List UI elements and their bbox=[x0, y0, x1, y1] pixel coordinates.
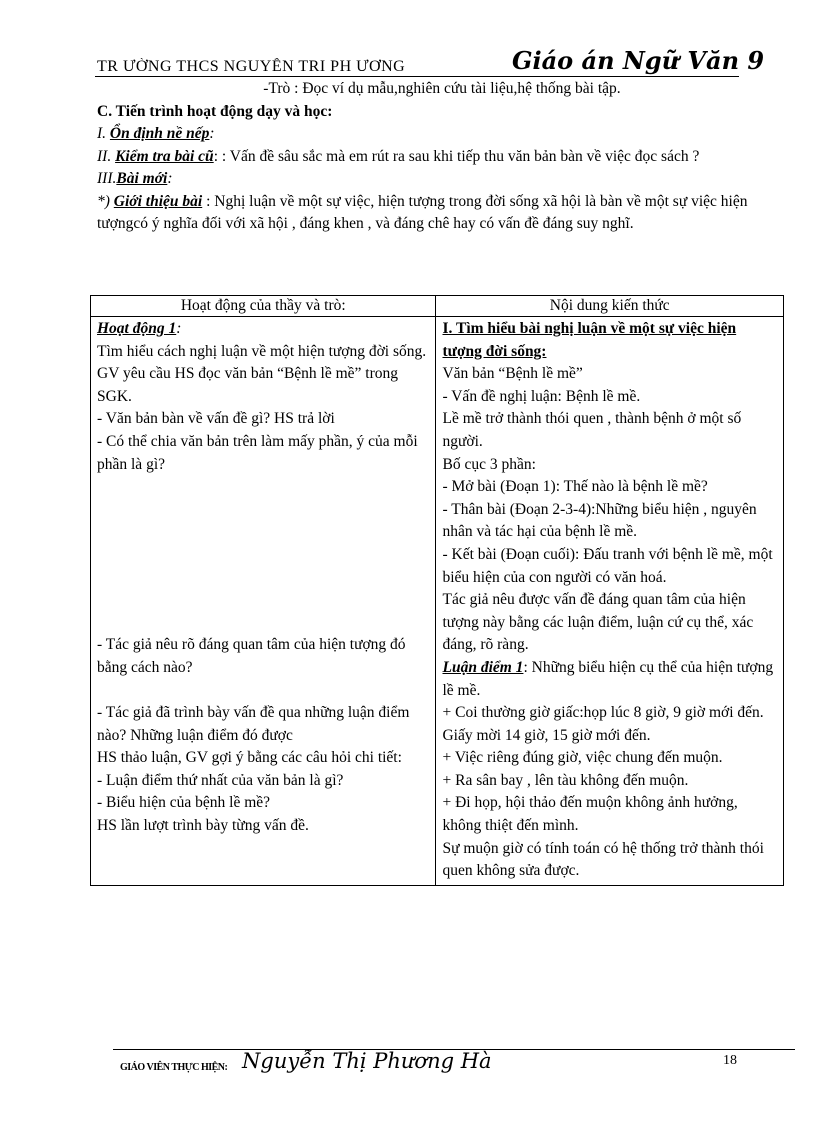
point1-line bbox=[442, 657, 777, 702]
intro-label: Giới thiệu bài bbox=[113, 192, 203, 210]
section-iii-number: III. bbox=[97, 170, 117, 187]
right-line: + Ra sân bay , lên tàu không đến muộn. bbox=[442, 771, 689, 789]
page-number: 18 bbox=[723, 1053, 737, 1068]
left-cell bbox=[91, 317, 436, 886]
lesson-table bbox=[90, 295, 784, 886]
left-line: - Tác giả đã trình bày vấn đề qua những luận điểm nào? Những luận điểm đó được bbox=[97, 704, 410, 744]
left-line: GV yêu cầu HS đọc văn bản “Bệnh lề mề” trong SGK. bbox=[97, 365, 399, 405]
right-line: + Đi họp, hội thảo đến muộn không ảnh hưởng, không thiệt đến mình. bbox=[442, 794, 738, 835]
left-line: - Có thể chia văn bản trên làm mấy phần, ý của mỗi phần là gì? bbox=[97, 432, 418, 473]
header-content: Nội dung kiến thức bbox=[436, 296, 784, 317]
right-line: Sự muộn giờ có tính toán có hệ thống trở thành thói quen không sửa được. bbox=[442, 839, 764, 880]
activity-colon: : bbox=[176, 320, 182, 337]
section-iii-title: Bài mới bbox=[116, 170, 168, 187]
right-line: Bố cục 3 phần: bbox=[442, 455, 536, 473]
section-iii-colon: : bbox=[167, 170, 173, 187]
content-section-title: I. Tìm hiểu bài nghị luận về một sự việc hiện tượng đời sống: bbox=[442, 320, 737, 360]
right-line: Tác giả nêu được vấn đề đáng quan tâm của hiện tượng này bằng các luận điểm, luận cứ cụ thể, xác đáng, rõ ràng. bbox=[442, 591, 754, 654]
footer-teacher-label: GIÁO VIÊN THỰC HIỆN: bbox=[120, 1062, 228, 1073]
intro-paragraph bbox=[97, 191, 787, 236]
right-cell bbox=[436, 317, 784, 886]
header-divider bbox=[95, 76, 739, 77]
right-line: - Thân bài (Đoạn 2-3-4):Những biểu hiện , nguyên nhân và tác hại của bệnh lề mề. bbox=[442, 500, 757, 541]
section-iii bbox=[97, 168, 787, 191]
left-line: - Biểu hiện của bệnh lề mề? bbox=[97, 794, 271, 812]
section-ii bbox=[97, 146, 787, 169]
section-c-text: C. Tiến trình hoạt động dạy và học: bbox=[97, 102, 333, 120]
right-line: Lề mề trở thành thói quen , thành bệnh ở một số người. bbox=[442, 410, 742, 450]
activity-heading bbox=[97, 318, 429, 341]
intro-text: : Nghị luận về một sự việc, hiện tượng trong đời sống xã hội là bàn về một sự việc hiện tượngcó ý nghĩa đối với xã hội , đáng khen , và đáng chê hay có vấn đề đáng suy nghĩ. bbox=[97, 192, 748, 232]
section-ii-text: : : Vấn đề sâu sắc mà em rút ra sau khi tiếp thu văn bản bàn về việc đọc sách ? bbox=[213, 147, 700, 165]
left-line: HS thảo luận, GV gợi ý bằng các câu hỏi chi tiết: bbox=[97, 749, 402, 767]
footer-teacher-signature: Nguyễn Thị Phương Hà bbox=[242, 1049, 492, 1073]
left-line: - Văn bản bàn về vấn đề gì? HS trả lời bbox=[97, 410, 335, 428]
section-i bbox=[97, 123, 787, 146]
point1-label: Luận điểm 1 bbox=[442, 658, 524, 676]
header-school-name: TR ƯỜNG THCS NGUYỄN TRI PH ƯƠNG bbox=[97, 58, 406, 72]
table-row bbox=[91, 317, 784, 886]
header-teacher-student: Hoạt động của thầy và trò: bbox=[91, 296, 436, 317]
intro-prefix: *) bbox=[97, 192, 114, 210]
point1-text: : Những biểu hiện cụ thể của hiện tượng lề mề. bbox=[442, 658, 774, 699]
left-line: - Tác giả nêu rõ đáng quan tâm của hiện tượng đó bằng cách nào? bbox=[97, 636, 406, 676]
table-header-row bbox=[91, 296, 784, 317]
section-i-title: Ổn định nề nếp bbox=[109, 125, 210, 142]
line-tro: -Trò : Đọc ví dụ mẫu,nghiên cứu tài liệu,hệ thống bài tập. bbox=[263, 80, 621, 97]
right-line: - Kết bài (Đoạn cuối): Đấu tranh với bệnh lề mề, một biểu hiện của con người có văn hoá. bbox=[442, 545, 773, 586]
activity-title: Hoạt động 1 bbox=[97, 320, 177, 337]
right-line: - Vấn đề nghị luận: Bệnh lề mề. bbox=[442, 387, 641, 405]
left-line: Tìm hiểu cách nghị luận về một hiện tượng đời sống. bbox=[97, 342, 427, 360]
section-i-colon: : bbox=[209, 125, 215, 142]
section-i-number: I. bbox=[97, 125, 110, 142]
right-line: - Mở bài (Đoạn 1): Thế nào là bệnh lề mề? bbox=[442, 478, 708, 496]
right-line: Văn bản “Bệnh lề mề” bbox=[442, 365, 583, 383]
left-line: - Luận điểm thứ nhất của văn bản là gì? bbox=[97, 771, 344, 789]
right-line: + Việc riêng đúng giờ, việc chung đến muộn. bbox=[442, 749, 723, 767]
header-subject-title: Giáo án Ngữ Văn 9 bbox=[512, 46, 765, 75]
right-line: + Coi thường giờ giấc:họp lúc 8 giờ, 9 giờ mới đến. Giấy mời 14 giờ, 15 giờ mới đến. bbox=[442, 704, 764, 744]
lesson-body bbox=[97, 78, 787, 236]
section-c-heading bbox=[97, 101, 787, 124]
left-line: HS lần lượt trình bày từng vấn đề. bbox=[97, 817, 309, 835]
section-ii-title: Kiểm tra bài cũ bbox=[115, 147, 214, 165]
section-ii-number: II. bbox=[97, 147, 116, 165]
